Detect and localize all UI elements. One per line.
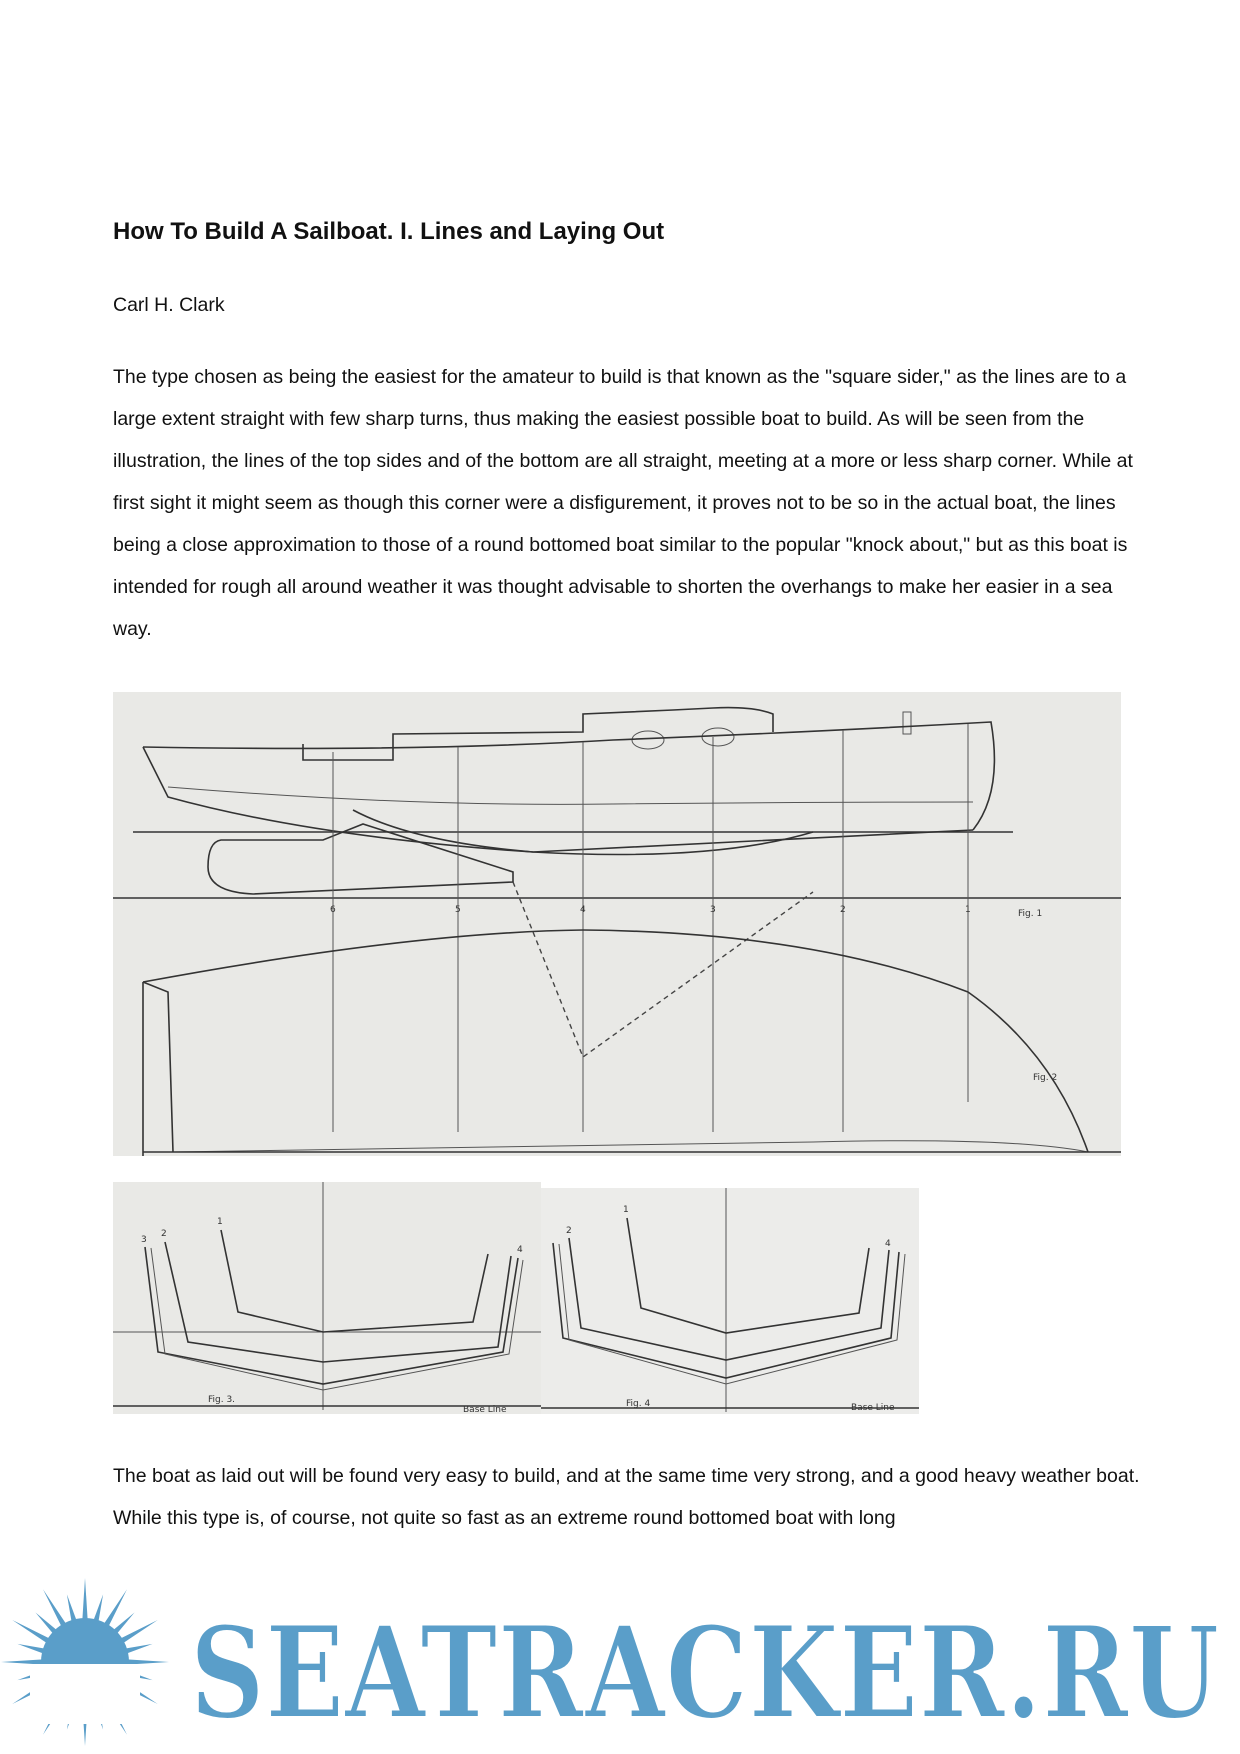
station-label-5: 5 bbox=[455, 905, 461, 915]
fig4-section-label-1: 1 bbox=[623, 1205, 629, 1215]
transom-line bbox=[143, 982, 173, 1152]
hull-bottom-profile bbox=[143, 747, 973, 852]
fig3-section-label-2: 2 bbox=[161, 1229, 167, 1239]
sheer-line bbox=[143, 722, 994, 830]
fig4-base-line-label: Base Line bbox=[851, 1403, 895, 1413]
station-label-3: 3 bbox=[710, 905, 716, 915]
lines-drawing-svg bbox=[113, 692, 1121, 1156]
fig3-section-label-3: 3 bbox=[141, 1235, 147, 1245]
sun-ray bbox=[125, 1659, 169, 1665]
body-plan-fig4-svg bbox=[541, 1188, 919, 1414]
chine-half-breadth bbox=[173, 1141, 1088, 1152]
section-4 bbox=[151, 1248, 523, 1390]
fig3-base-line-label: Base Line bbox=[463, 1405, 507, 1414]
station-label-2: 2 bbox=[840, 905, 846, 915]
fig3-label: Fig. 3. bbox=[208, 1395, 236, 1405]
sun-horizon bbox=[30, 1664, 140, 1724]
watermark-svg bbox=[0, 1565, 1240, 1754]
section-1 bbox=[221, 1230, 488, 1332]
body-plan-svg bbox=[113, 1182, 541, 1414]
article-author: Carl H. Clark bbox=[113, 294, 225, 316]
fig4-section-label-2: 2 bbox=[566, 1226, 572, 1236]
article-title: How To Build A Sailboat. I. Lines and Laying Out bbox=[113, 218, 665, 245]
sun-ray bbox=[82, 1578, 88, 1622]
body-paragraph-2: The boat as laid out will be found very easy to build, and at the same time very strong, and a good heavy weather boat. While this type is, of course, not quite so fast as an extreme round bottomed boat with long bbox=[113, 1465, 1140, 1529]
station-label-6: 6 bbox=[330, 905, 336, 915]
sun-ray bbox=[1, 1659, 45, 1665]
porthole-1 bbox=[632, 731, 664, 749]
body-paragraph-1: The type chosen as being the easiest for the amateur to build is that known as the "square sider," as the lines are to a large extent straight with few sharp turns, thus making the easiest possible boat to build. As will be seen from the illustration, the lines of the top sides and of the bottom are all straight, meeting at a more or less sharp corner. While at first sight it might seem as though this corner were a disfigurement, it proves not to be so in the actual boat, the lines being a close approximation to those of a round bottomed boat similar to the popular "knock about," but as this boat is intended for rough all around weather it was thought advisable to shorten the overhangs to make her easier in a sea way. bbox=[113, 366, 1133, 640]
mast-stub bbox=[903, 712, 911, 734]
fig4-label: Fig. 4 bbox=[626, 1399, 651, 1409]
station-label-1: 1 bbox=[965, 905, 971, 915]
construction-diagonal bbox=[513, 882, 813, 1057]
deck-half-breadth bbox=[143, 930, 1088, 1152]
watermark-footer bbox=[0, 1565, 1240, 1754]
lines-drawing-fig-1-2 bbox=[113, 692, 1121, 1156]
watermark-wordmark: SEATRACKER.RU bbox=[190, 1599, 1220, 1747]
station-label-4: 4 bbox=[580, 905, 586, 915]
porthole-2 bbox=[702, 728, 734, 746]
sun-logo-icon bbox=[1, 1578, 169, 1746]
body-plan-fig-3 bbox=[113, 1182, 541, 1414]
fig3-section-label-4: 4 bbox=[517, 1245, 523, 1255]
section-2 bbox=[165, 1242, 511, 1362]
waterline-upper bbox=[168, 787, 973, 804]
fig1-label: Fig. 1 bbox=[1018, 909, 1043, 919]
fig4-section-2 bbox=[569, 1238, 889, 1360]
fig4-section-1 bbox=[627, 1218, 869, 1333]
fig4-section-label-4: 4 bbox=[885, 1239, 891, 1249]
fig3-section-label-1: 1 bbox=[217, 1217, 223, 1227]
fig2-label: Fig. 2 bbox=[1033, 1073, 1058, 1083]
body-plan-fig-4 bbox=[541, 1188, 919, 1414]
